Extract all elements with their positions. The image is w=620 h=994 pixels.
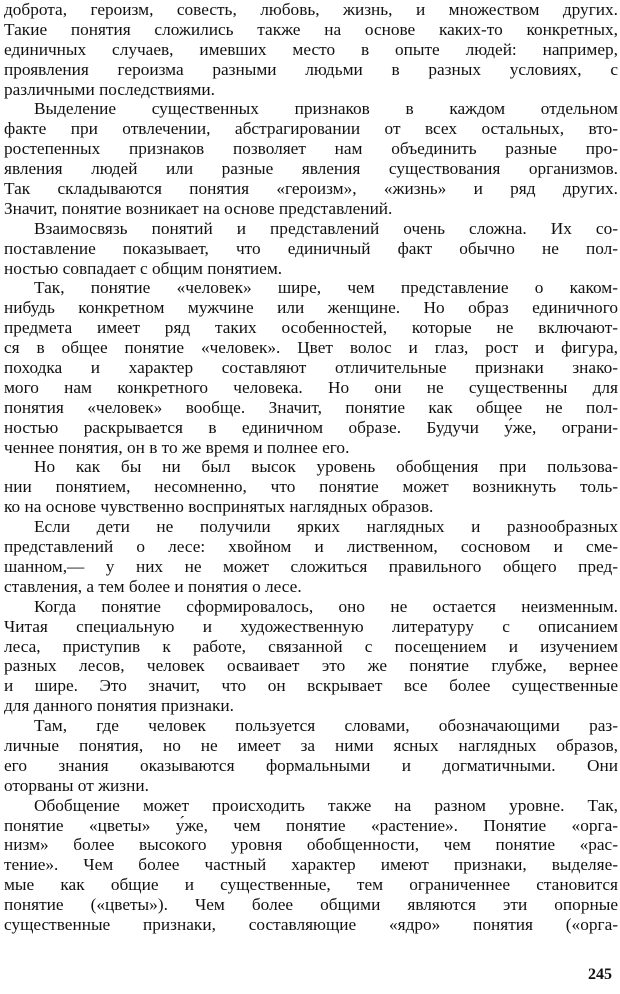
paragraph-5 <box>4 457 618 517</box>
text-line: единичных случаев, имевших место в опыте людей: например, <box>4 39 618 59</box>
text-line: представлений о лесе: хвойном и лиственном, сосновом и сме- <box>4 537 618 557</box>
text-line: нибудь конкретном мужчине или женщине. Но образ единичного <box>4 298 618 318</box>
text-line: и шире. Это значит, что он вскрывает все более существенные <box>4 676 618 696</box>
text-line: Там, где человек пользуется словами, обозначающими раз- <box>34 716 618 736</box>
paragraph-4 <box>4 278 618 457</box>
text-line: для данного понятия признаки. <box>4 696 234 716</box>
text-line: ростепенных признаков позволяет нам объединить разные про- <box>4 139 618 159</box>
paragraph-9 <box>4 796 618 935</box>
text-line: ностью совпадает с общим понятием. <box>4 258 283 278</box>
text-line: шанном,— у них не может сложиться правильного общего пред- <box>4 556 618 576</box>
text-line: понятия «человек» вообще. Значит, понятие как общее не пол- <box>4 397 618 417</box>
text-line: Так, понятие «человек» шире, чем представление о каком- <box>34 278 618 298</box>
text-line: ченнее понятия, он в то же время и полнее его. <box>4 437 350 457</box>
text-line: мого нам конкретного человека. Но они не существенны для <box>4 377 618 397</box>
text-line: существенные признаки, составляющие «ядро» понятия («орга- <box>4 914 618 934</box>
text-line: доброта, героизм, совесть, любовь, жизнь, и множеством других. <box>4 0 618 19</box>
text-line: Выделение существенных признаков в каждом отдельном <box>34 99 618 119</box>
text-line: поставление показывает, что единичный факт обычно не пол- <box>4 238 618 258</box>
text-line: походка и характер составляют отличительные признаки знако- <box>4 358 618 378</box>
paragraph-7 <box>4 597 618 716</box>
text-line: Но как бы ни был высок уровень обобщения при пользова- <box>34 457 618 477</box>
paragraph-6 <box>4 517 618 597</box>
text-line: ко на основе чувственно воспринятых наглядных образов. <box>4 497 434 517</box>
text-line: факте при отвлечении, абстрагировании от всех остальных, вто- <box>4 119 618 139</box>
paragraph-2 <box>4 99 618 218</box>
text-line: Если дети не получили ярких наглядных и разнообразных <box>34 517 618 537</box>
text-line: проявления героизма разными людьми в разных условиях, с <box>4 59 618 79</box>
text-line: понятие «цветы» у́же, чем понятие «растение». Понятие «орга- <box>4 815 618 835</box>
text-line: различными последствиями. <box>4 79 215 99</box>
paragraph-8 <box>4 716 618 796</box>
text-line: ностью раскрывается в единичном образе. Будучи у́же, ограни- <box>4 417 618 437</box>
text-line: явления людей или разные явления существования организмов. <box>4 159 618 179</box>
paragraph-3 <box>4 219 618 279</box>
page-number: 245 <box>588 966 612 983</box>
text-line: тение». Чем более частный характер имеют признаки, выделяе- <box>4 855 618 875</box>
text-line: оторваны от жизни. <box>4 775 149 795</box>
paragraph-1 <box>4 0 618 99</box>
text-line: личные понятия, но не имеет за ними ясных наглядных образов, <box>4 735 618 755</box>
text-line: низм» более высокого уровня обобщенности, чем понятие «рас- <box>4 835 618 855</box>
text-line: леса, приступив к работе, связанной с посещением и изучением <box>4 636 618 656</box>
text-line: Взаимосвязь понятий и представлений очень сложна. Их со- <box>34 218 618 238</box>
text-line: предмета имеет ряд таких особенностей, которые не включают- <box>4 318 618 338</box>
text-line: ся в общее понятие «человек». Цвет волос и глаз, рост и фигура, <box>4 338 618 358</box>
text-line: Такие понятия сложились также на основе каких-то конкретных, <box>4 19 618 39</box>
text-line: разных лесов, человек осваивает это же понятие глубже, вернее <box>4 656 618 676</box>
text-line: Обобщение может происходить также на разном уровне. Так, <box>34 795 618 815</box>
text-line: его знания оказываются формальными и догматичными. Они <box>4 755 618 775</box>
text-line: мые как общие и существенные, тем ограниченнее становится <box>4 875 618 895</box>
text-line: Когда понятие сформировалось, оно не остается неизменным. <box>34 596 618 616</box>
page-text <box>4 0 618 935</box>
text-line: Так складываются понятия «героизм», «жизнь» и ряд других. <box>4 179 618 199</box>
text-line: ставления, а тем более и понятия о лесе. <box>4 576 302 596</box>
text-line: Читая специальную и художественную литературу с описанием <box>4 616 618 636</box>
text-line: Значит, понятие возникает на основе представлений. <box>4 198 393 218</box>
text-line: нии понятием, несомненно, что понятие может возникнуть толь- <box>4 477 618 497</box>
text-line: понятие («цветы»). Чем более общими являются эти опорные <box>4 895 618 915</box>
